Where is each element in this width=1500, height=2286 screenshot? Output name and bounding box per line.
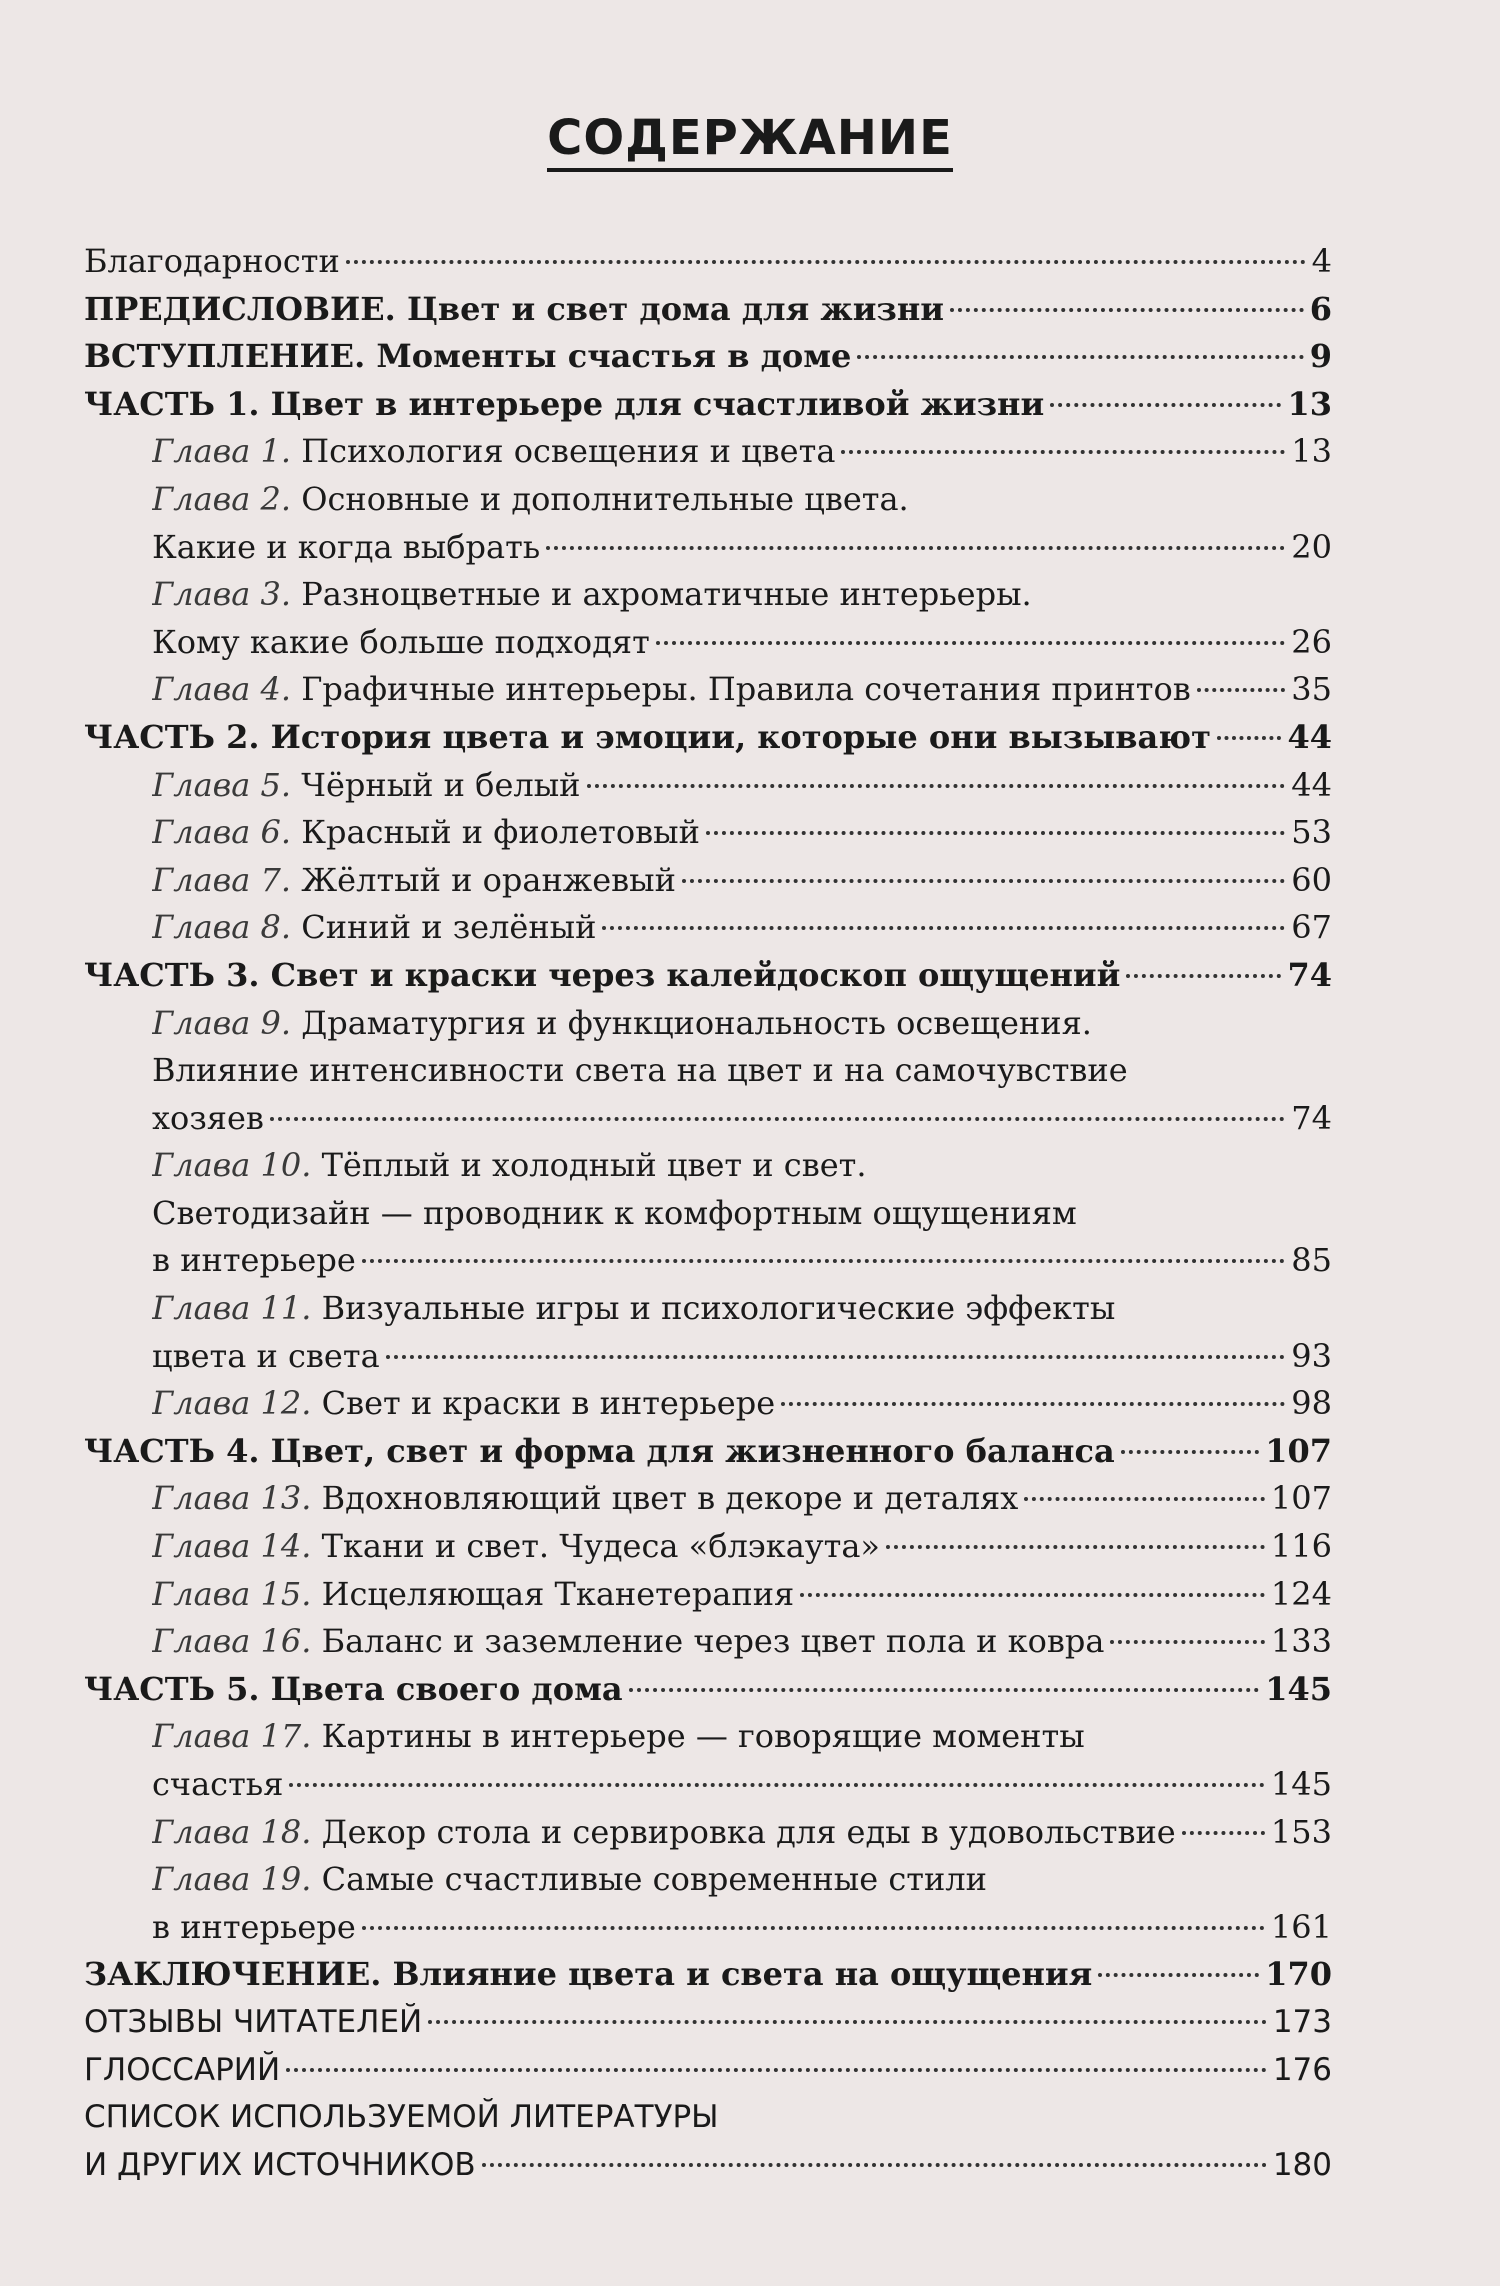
- toc-entry: [84, 809, 1332, 857]
- toc-entry-text: [152, 1904, 356, 1952]
- page-number: 107: [1270, 1479, 1332, 1518]
- page-number: 116: [1270, 1527, 1332, 1566]
- page-number: 35: [1291, 670, 1332, 709]
- dot-leader: [682, 879, 1285, 883]
- toc-entry: [84, 1618, 1332, 1666]
- entry-title: ЧАСТЬ 5. Цвета своего дома: [84, 1669, 623, 1708]
- dot-leader: [800, 1593, 1265, 1597]
- toc-entry-text: [152, 1333, 380, 1381]
- entry-title: ЧАСТЬ 3. Свет и краски через калейдоскоп ощущений: [84, 955, 1121, 994]
- entry-title: Основные и дополнительные цвета.: [301, 479, 909, 518]
- toc-entry: [84, 1666, 1332, 1714]
- dot-leader: [546, 546, 1285, 550]
- toc-entry-text: [152, 1000, 1092, 1048]
- page-number: 173: [1272, 2003, 1332, 2040]
- dot-leader: [1197, 688, 1286, 692]
- chapter-label: Глава 13.: [152, 1479, 312, 1518]
- chapter-label: Глава 15.: [152, 1574, 312, 1613]
- entry-title: ГЛОССАРИЙ: [84, 2051, 281, 2088]
- toc-entry: [84, 2142, 1332, 2190]
- toc-entry: [84, 1047, 1332, 1095]
- page-title-text: СОДЕРЖАНИЕ: [547, 110, 953, 172]
- page-number: 98: [1291, 1384, 1332, 1423]
- toc-entry: [84, 762, 1332, 810]
- toc-entry: [84, 1713, 1332, 1761]
- entry-title: И ДРУГИХ ИСТОЧНИКОВ: [84, 2146, 476, 2183]
- toc-entry-text: [84, 2094, 719, 2142]
- toc-entry-text: [84, 1999, 422, 2047]
- page-number: 161: [1270, 1907, 1332, 1946]
- page-number: 133: [1270, 1622, 1332, 1661]
- page-number: 85: [1291, 1241, 1332, 1280]
- toc-entry-text: [84, 1428, 1115, 1476]
- toc-entry-text: [84, 2142, 476, 2190]
- toc-entry-text: [152, 1142, 867, 1190]
- entry-title: Какие и когда выбрать: [152, 527, 541, 566]
- toc-entry: [84, 1190, 1332, 1238]
- dot-leader: [362, 1259, 1286, 1263]
- toc-entry-text: [152, 428, 835, 476]
- entry-title: ЧАСТЬ 4. Цвет, свет и форма для жизненного баланса: [84, 1431, 1115, 1470]
- entry-title: в интерьере: [152, 1907, 356, 1946]
- toc-entry-text: [152, 1095, 264, 1143]
- toc-entry: [84, 1237, 1332, 1285]
- entry-title: счастья: [152, 1765, 284, 1803]
- entry-title: СПИСОК ИСПОЛЬЗУЕМОЙ ЛИТЕРАТУРЫ: [84, 2099, 719, 2136]
- chapter-label: Глава 8.: [152, 908, 292, 947]
- dot-leader: [841, 450, 1285, 454]
- dot-leader: [629, 1688, 1260, 1692]
- toc-entry-text: [152, 1761, 283, 1809]
- toc-entry: [84, 1761, 1332, 1809]
- entry-title: ЧАСТЬ 1. Цвет в интерьере для счастливой жизни: [84, 384, 1045, 423]
- page-number: 4: [1311, 242, 1332, 280]
- page-number: 20: [1291, 527, 1332, 566]
- entry-title: Драматургия и функциональность освещения.: [301, 1003, 1092, 1042]
- entry-title: Разноцветные и ахроматичные интерьеры.: [301, 575, 1032, 614]
- entry-title: Светодизайн — проводник к комфортным ощущениям: [152, 1193, 1077, 1232]
- toc-entry: [84, 1475, 1332, 1523]
- dot-leader: [1110, 1640, 1265, 1644]
- toc-entry-text: [84, 381, 1044, 429]
- toc-entry: [84, 286, 1332, 334]
- page-number: 153: [1270, 1812, 1332, 1851]
- chapter-label: Глава 7.: [152, 860, 292, 899]
- toc-entry: [84, 1571, 1332, 1619]
- page-number: 13: [1287, 384, 1332, 423]
- dot-leader: [656, 641, 1286, 645]
- toc-entry-text: [152, 1523, 880, 1571]
- toc-entry: [84, 428, 1332, 476]
- dot-leader: [950, 308, 1304, 312]
- toc-entry-text: [152, 476, 909, 524]
- chapter-label: Глава 2.: [152, 479, 292, 518]
- toc-entry: [84, 524, 1332, 572]
- toc-entry-text: [84, 286, 944, 334]
- toc-entry-text: [152, 1809, 1176, 1857]
- toc-entry: [84, 476, 1332, 524]
- dot-leader: [1098, 1973, 1259, 1977]
- dot-leader: [428, 2020, 1267, 2024]
- toc-entry: [84, 2047, 1332, 2095]
- entry-title: Красный и фиолетовый: [301, 813, 700, 852]
- toc-entry-text: [152, 904, 596, 952]
- entry-title: ПРЕДИСЛОВИЕ. Цвет и свет дома для жизни: [84, 289, 944, 328]
- toc-entry: [84, 1285, 1332, 1333]
- entry-title: Графичные интерьеры. Правила сочетания принтов: [301, 670, 1191, 709]
- page-number: 124: [1270, 1574, 1332, 1613]
- toc-entry: [84, 1904, 1332, 1952]
- chapter-label: Глава 16.: [152, 1622, 312, 1661]
- page-number: 74: [1291, 1098, 1332, 1137]
- toc-entry-text: [152, 1237, 356, 1285]
- toc-entry-text: [84, 2047, 280, 2095]
- entry-title: Кому какие больше подходят: [152, 622, 650, 661]
- page-title: [0, 110, 1500, 166]
- toc-entry: [84, 714, 1332, 762]
- entry-title: ОТЗЫВЫ ЧИТАТЕЛЕЙ: [84, 2003, 423, 2040]
- dot-leader: [1182, 1831, 1265, 1835]
- chapter-label: Глава 4.: [152, 670, 292, 709]
- page-number: 67: [1291, 908, 1332, 947]
- chapter-label: Глава 10.: [152, 1146, 312, 1185]
- page-number: 44: [1287, 717, 1332, 756]
- toc-entry-text: [152, 762, 581, 810]
- dot-leader: [1121, 1450, 1260, 1454]
- chapter-label: Глава 17.: [152, 1717, 312, 1756]
- dot-leader: [289, 1783, 1265, 1787]
- toc-entry-text: [152, 1571, 794, 1619]
- dot-leader: [781, 1402, 1285, 1406]
- toc-entry-text: [152, 809, 700, 857]
- entry-title: цвета и света: [152, 1336, 380, 1375]
- entry-title: Влияние интенсивности света на цвет и на самочувствие: [152, 1051, 1128, 1090]
- dot-leader: [706, 831, 1285, 835]
- chapter-label: Глава 19.: [152, 1860, 312, 1899]
- dot-leader: [482, 2163, 1267, 2167]
- chapter-label: Глава 11.: [152, 1289, 312, 1328]
- entry-title: ВСТУПЛЕНИЕ. Моменты счастья в доме: [84, 337, 852, 376]
- page-number: 6: [1309, 289, 1332, 328]
- entry-title: Исцеляющая Тканетерапия: [321, 1574, 795, 1613]
- toc-entry-text: [84, 714, 1211, 762]
- toc-entry-text: [84, 1666, 623, 1714]
- toc-entry-text: [152, 1190, 1077, 1238]
- dot-leader: [857, 355, 1303, 359]
- entry-title: в интерьере: [152, 1241, 356, 1280]
- toc-entry: [84, 1523, 1332, 1571]
- toc-entry-text: [152, 666, 1191, 714]
- page-number: 53: [1291, 813, 1332, 852]
- entry-title: Картины в интерьере — говорящие моменты: [321, 1717, 1085, 1756]
- entry-title: Свет и краски в интерьере: [321, 1384, 776, 1423]
- toc-entry-text: [152, 1713, 1085, 1761]
- entry-title: Ткани и свет. Чудеса «блэкаута»: [321, 1527, 880, 1566]
- chapter-label: Глава 18.: [152, 1812, 312, 1851]
- dot-leader: [270, 1117, 1285, 1121]
- dot-leader: [386, 1355, 1286, 1359]
- toc-entry: [84, 952, 1332, 1000]
- entry-title: Благодарности: [84, 242, 340, 280]
- page-number: 176: [1272, 2051, 1332, 2088]
- page-number: 107: [1265, 1431, 1332, 1470]
- toc-entry-text: [152, 1618, 1104, 1666]
- toc-entry-text: [152, 1856, 987, 1904]
- dot-leader: [362, 1926, 1265, 1930]
- chapter-label: Глава 9.: [152, 1003, 292, 1042]
- toc-entry-text: [152, 1285, 1115, 1333]
- chapter-label: Глава 12.: [152, 1384, 312, 1423]
- toc-entry: [84, 619, 1332, 667]
- toc-entry: [84, 1856, 1332, 1904]
- dot-leader: [587, 784, 1286, 788]
- page-number: 93: [1291, 1336, 1332, 1375]
- toc-entry: [84, 857, 1332, 905]
- dot-leader: [1050, 403, 1281, 407]
- toc-entry: [84, 381, 1332, 429]
- toc-entry: [84, 1999, 1332, 2047]
- entry-title: Чёрный и белый: [301, 765, 581, 804]
- toc-entry-text: [152, 1380, 775, 1428]
- entry-title: ЧАСТЬ 2. История цвета и эмоции, которые они вызывают: [84, 717, 1211, 756]
- page-number: 26: [1291, 622, 1332, 661]
- page-number: 145: [1270, 1765, 1332, 1803]
- toc-entry: [84, 238, 1332, 286]
- entry-title: Синий и зелёный: [301, 908, 597, 947]
- page-number: 44: [1291, 765, 1332, 804]
- toc-entry: [84, 1380, 1332, 1428]
- toc-entry: [84, 1951, 1332, 1999]
- toc-entry-text: [152, 857, 676, 905]
- toc-entry: [84, 1809, 1332, 1857]
- entry-title: Жёлтый и оранжевый: [301, 860, 676, 899]
- toc-entry-text: [152, 1475, 1018, 1523]
- page-number: 60: [1291, 860, 1332, 899]
- dot-leader: [602, 926, 1285, 930]
- toc-entry-text: [152, 1047, 1128, 1095]
- dot-leader: [346, 260, 1306, 264]
- toc-entry-text: [84, 1951, 1092, 1999]
- dot-leader: [1217, 736, 1282, 740]
- page-number: 13: [1291, 432, 1332, 471]
- entry-title: Психология освещения и цвета: [301, 432, 836, 471]
- toc-entry: [84, 1142, 1332, 1190]
- toc-entry: [84, 1333, 1332, 1381]
- entry-title: Вдохновляющий цвет в декоре и деталях: [321, 1479, 1019, 1518]
- dot-leader: [1126, 974, 1281, 978]
- dot-leader: [286, 2068, 1267, 2072]
- page-number: 145: [1265, 1669, 1332, 1708]
- page-number: 170: [1265, 1955, 1332, 1994]
- entry-title: Декор стола и сервировка для еды в удовольствие: [321, 1812, 1176, 1851]
- toc-entry: [84, 1000, 1332, 1048]
- chapter-label: Глава 5.: [152, 765, 292, 804]
- toc-entry: [84, 1095, 1332, 1143]
- toc-entry: [84, 333, 1332, 381]
- toc-entry: [84, 666, 1332, 714]
- dot-leader: [886, 1545, 1265, 1549]
- chapter-label: Глава 3.: [152, 575, 292, 614]
- entry-title: хозяев: [152, 1098, 264, 1137]
- chapter-label: Глава 1.: [152, 432, 292, 471]
- toc-entry: [84, 1428, 1332, 1476]
- toc-entry-text: [152, 619, 650, 667]
- entry-title: Тёплый и холодный цвет и свет.: [321, 1146, 867, 1185]
- toc-entry: [84, 2094, 1332, 2142]
- page-number: 74: [1287, 955, 1332, 994]
- toc-entry-text: [84, 333, 851, 381]
- dot-leader: [1024, 1497, 1265, 1501]
- toc-entry-text: [152, 571, 1032, 619]
- toc-entry-text: [152, 524, 540, 572]
- chapter-label: Глава 6.: [152, 813, 292, 852]
- entry-title: Баланс и заземление через цвет пола и ковра: [321, 1622, 1105, 1661]
- entry-title: Самые счастливые современные стили: [321, 1860, 987, 1899]
- toc-entry: [84, 571, 1332, 619]
- page-number: 180: [1272, 2146, 1332, 2183]
- toc-entry-text: [84, 238, 340, 286]
- toc-entry: [84, 904, 1332, 952]
- entry-title: ЗАКЛЮЧЕНИЕ. Влияние цвета и света на ощущения: [84, 1955, 1093, 1994]
- toc-entry-text: [84, 952, 1120, 1000]
- entry-title: Визуальные игры и психологические эффекты: [321, 1289, 1116, 1328]
- table-of-contents: [84, 238, 1332, 2189]
- chapter-label: Глава 14.: [152, 1527, 312, 1566]
- page-number: 9: [1309, 337, 1332, 376]
